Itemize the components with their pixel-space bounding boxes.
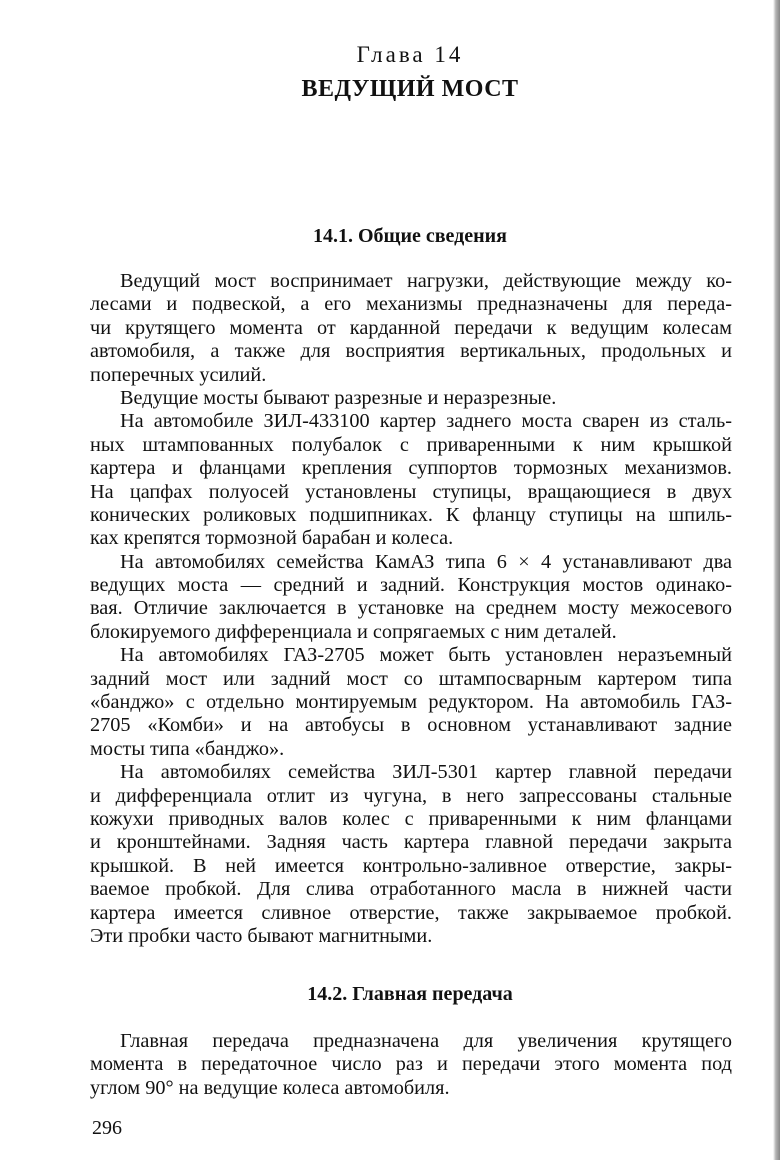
text-line: крышкой. В ней имеется контрольно-заливное отверстие, закры- [90, 854, 732, 877]
text-line: момента в передаточное число раз и передачи этого момента под [90, 1053, 732, 1076]
text-line: картера и фланцами крепления суппортов тормозных механизмов. [90, 457, 732, 480]
page-number: 296 [92, 1117, 122, 1139]
section-body [90, 270, 732, 948]
text-line: На автомобилях ГАЗ-2705 может быть установлен неразъемный [120, 644, 732, 667]
text-line: «банджо» с отдельно монтируемым редуктором. На автомобиль ГАЗ- [90, 691, 732, 714]
text-line: ваемое пробкой. Для слива отработанного масла в нижней части [90, 878, 732, 901]
scan-edge-shadow [773, 0, 780, 1160]
text-line: На автомобилях семейства КамАЗ типа 6 × 4 устанавливают два [120, 550, 732, 573]
text-line: углом 90° на ведущие колеса автомобиля. [90, 1076, 450, 1099]
text-line: Ведущие мосты бывают разрезные и неразрезные. [120, 386, 557, 409]
text-line: Ведущий мост воспринимает нагрузки, действующие между ко- [120, 270, 732, 292]
text-line: кожухи приводных валов колес с приваренными к ним фланцами [90, 807, 732, 830]
text-line: чи крутящего момента от карданной передачи к ведущим колесам [90, 316, 732, 339]
chapter-label: Глава 14 [356, 42, 464, 67]
text-line: блокируемого дифференциала и сопрягаемых с ним деталей. [90, 620, 617, 643]
section-heading: 14.2. Главная передача [307, 983, 513, 1005]
text-line: На автомобиле ЗИЛ-433100 картер заднего моста сварен из сталь- [120, 410, 732, 433]
text-line: На автомобилях семейства ЗИЛ-5301 картер главной передачи [120, 761, 732, 784]
text-line: и кронштейнами. Задняя часть картера главной передачи закрыта [90, 831, 732, 854]
text-line: поперечных усилий. [90, 363, 267, 386]
text-line: ных штампованных полубалок с приваренными к ним крышкой [90, 433, 732, 456]
text-line: ках крепятся тормозной барабан и колеса. [90, 527, 454, 550]
text-line: автомобиля, а также для восприятия вертикальных, продольных и [90, 340, 732, 363]
chapter-title: ВЕДУЩИЙ МОСТ [301, 76, 519, 102]
text-line: ведущих моста — средний и задний. Конструкция мостов одинако- [90, 574, 732, 597]
text-line: мосты типа «банджо». [90, 737, 285, 760]
section-heading: 14.1. Общие сведения [313, 225, 507, 247]
text-line: Главная передача предназначена для увеличения крутящего [120, 1030, 732, 1052]
text-line: лесами и подвеской, а его механизмы предназначены для переда- [90, 293, 732, 316]
text-line: задний мост или задний мост со штампосварным картером типа [90, 667, 732, 690]
section-body [90, 1030, 732, 1100]
text-line: Эти пробки часто бывают магнитными. [90, 924, 433, 947]
text-line: и дифференциала отлит из чугуна, в него запрессованы стальные [90, 784, 732, 807]
text-line: 2705 «Комби» и на автобусы в основном устанавливают задние [90, 714, 732, 737]
text-line: На цапфах полуосей установлены ступицы, вращающиеся в двух [90, 480, 732, 503]
text-line: картера имеется сливное отверстие, также закрываемое пробкой. [90, 901, 732, 924]
text-line: вая. Отличие заключается в установке на среднем мосту межосевого [90, 597, 732, 620]
text-line: конических роликовых подшипниках. К фланцу ступицы на шпиль- [90, 503, 732, 526]
